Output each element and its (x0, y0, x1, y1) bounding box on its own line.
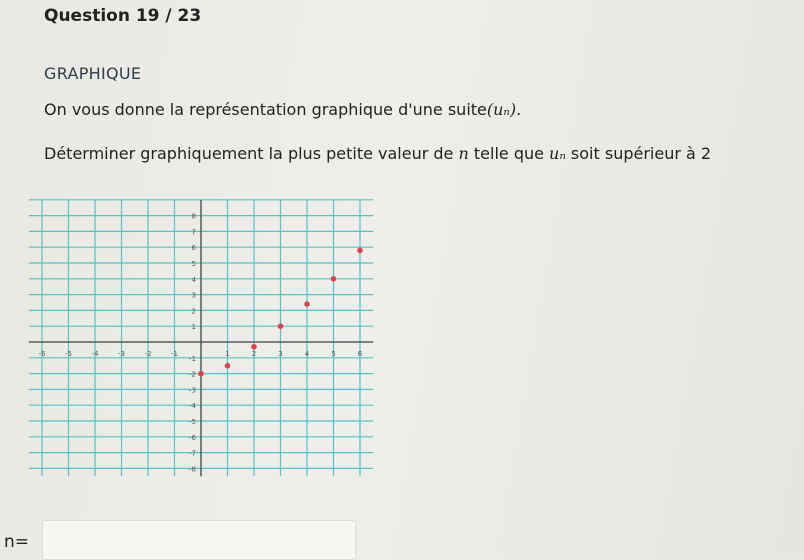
y-tick-label: 1 (191, 323, 196, 332)
data-point (357, 248, 363, 254)
prompt-line-1-end: . (516, 100, 522, 119)
un-symbol: uₙ (549, 144, 566, 163)
y-tick-label: 6 (191, 244, 196, 253)
x-tick-label: 4 (304, 350, 310, 358)
y-tick-label: -5 (189, 418, 196, 426)
sequence-symbol: (uₙ) (486, 100, 517, 119)
sequence-graph (18, 194, 378, 494)
prompt-line-1-text: On vous donne la représentation graphique d'une suite (44, 100, 487, 119)
y-tick-label: 2 (191, 307, 196, 316)
data-point (225, 363, 231, 369)
prompt-line-1 (44, 100, 521, 119)
data-point (331, 276, 337, 282)
data-point (304, 301, 310, 307)
y-tick-label: 8 (191, 212, 196, 221)
y-tick-label: 4 (191, 275, 196, 284)
y-tick-label: -7 (189, 449, 196, 458)
y-tick-label: -8 (189, 465, 196, 474)
y-tick-label: 3 (191, 291, 196, 300)
prompt-line-2 (44, 144, 711, 163)
x-tick-label: -4 (91, 350, 99, 358)
answer-label: n= (4, 532, 30, 552)
n-symbol: n (458, 144, 469, 163)
y-tick-label: 5 (191, 260, 196, 268)
prompt-line-2-part-b: telle que (468, 144, 550, 163)
x-tick-label: 6 (357, 350, 363, 358)
data-point (278, 323, 284, 329)
y-tick-label: -1 (189, 354, 196, 363)
x-tick-label: 3 (278, 350, 283, 358)
x-tick-label: -3 (118, 350, 125, 358)
x-tick-label: 2 (251, 350, 257, 358)
y-tick-label: 7 (191, 228, 196, 237)
y-tick-label: -3 (189, 386, 196, 395)
question-number: Question 19 / 23 (44, 6, 202, 26)
answer-input[interactable] (42, 520, 356, 560)
x-tick-label: -2 (144, 350, 152, 358)
y-tick-label: -2 (189, 370, 196, 379)
x-tick-label: 5 (331, 350, 336, 358)
y-tick-label: -4 (189, 402, 196, 411)
x-tick-label: 1 (225, 350, 230, 358)
x-tick-label: -6 (38, 350, 46, 358)
y-tick-label: -6 (189, 433, 196, 442)
section-title: GRAPHIQUE (44, 64, 142, 83)
prompt-line-2-part-c: soit supérieur à 2 (565, 144, 712, 163)
data-point (198, 371, 204, 377)
data-point (251, 344, 257, 350)
prompt-line-2-part-a: Déterminer graphiquement la plus petite valeur de (44, 144, 459, 163)
x-tick-label: -1 (171, 350, 178, 358)
axes (29, 200, 374, 477)
x-tick-label: -5 (65, 350, 72, 358)
